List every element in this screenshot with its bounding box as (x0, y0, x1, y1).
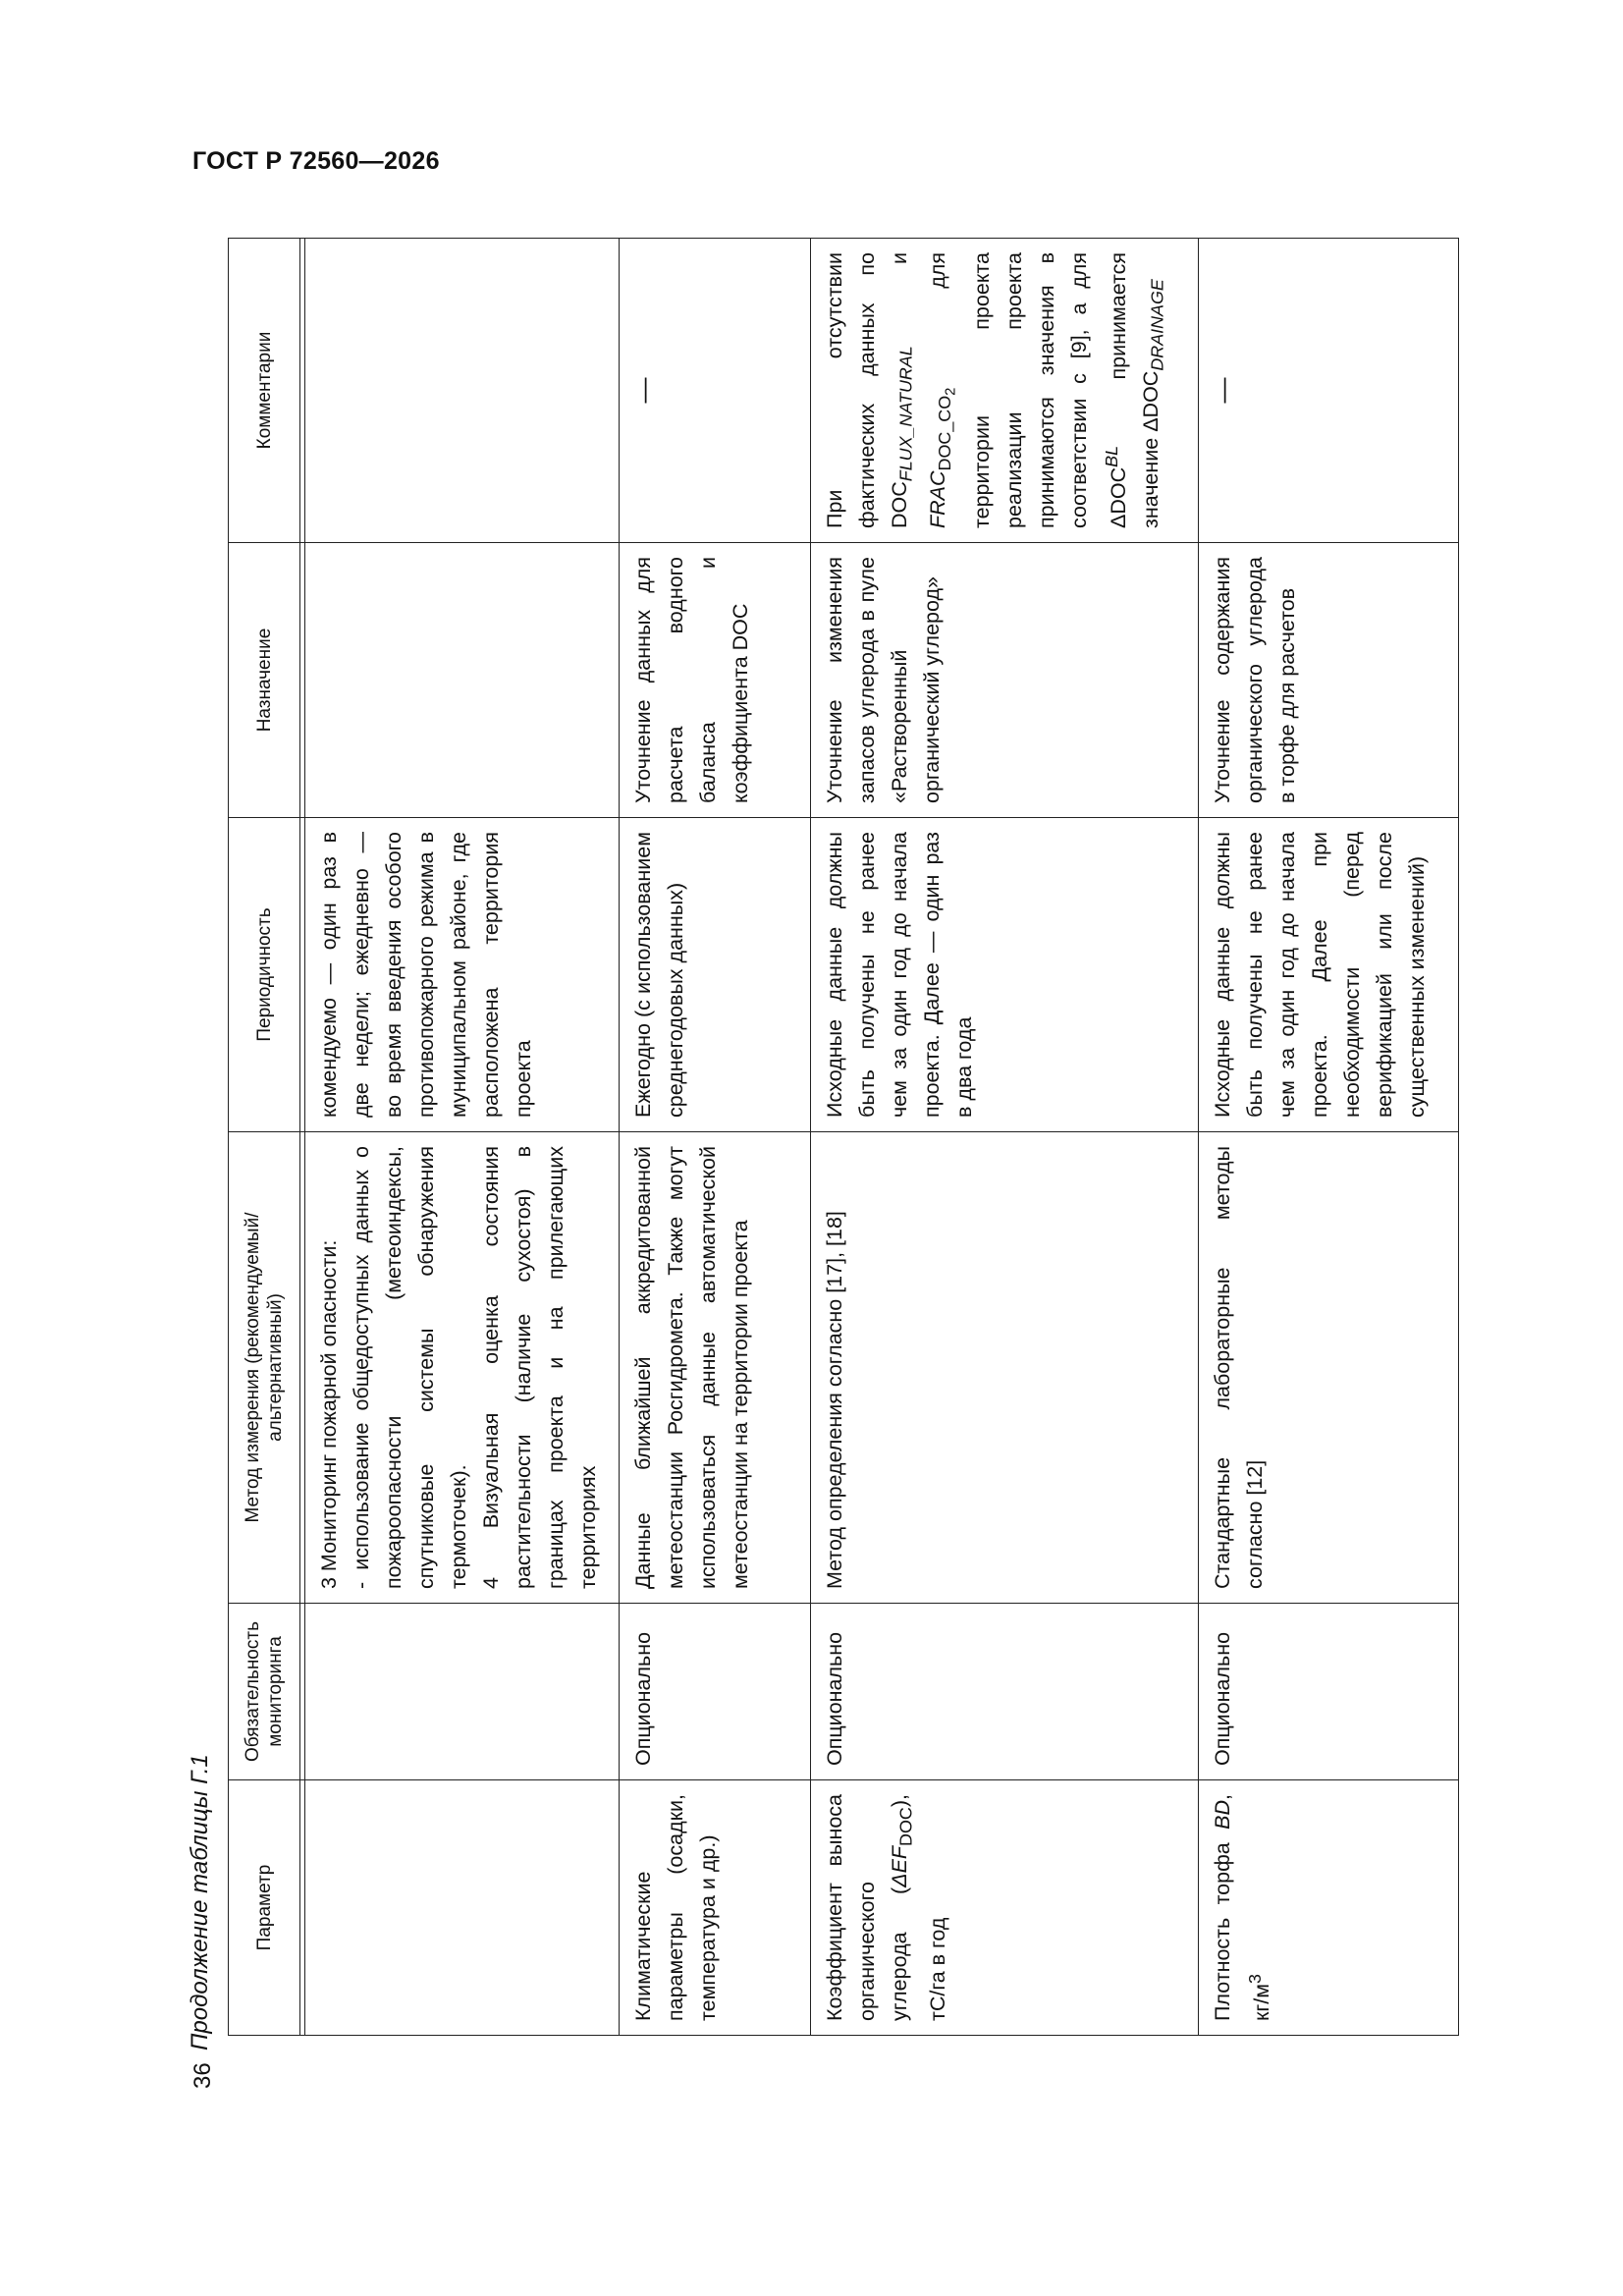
cell-monitoring: Опционально (620, 1604, 811, 1780)
cell-periodicity: Исходные данные должны быть получены не ранее чем за один год до начала проекта. Далее — один раз в два года (811, 818, 1199, 1132)
cell-comments (305, 239, 620, 543)
cell-method (305, 1132, 620, 1604)
method-line: - использование общедоступных данных о пожароопасности (метеоиндексы, спутниковые системы обнаружения термоточек). (350, 1146, 470, 1589)
dash-mark: — (628, 377, 658, 404)
comment-text: для территории проекта реализации проекта принимаются значения в соответствии с [9], а для ΔDOC (926, 252, 1131, 528)
parameter-unit: ), тС/га в год (888, 1794, 950, 2021)
parameter-symbol: BD (1211, 1799, 1234, 1830)
cell-periodicity: Исходные данные должны быть получены не ранее чем за один год до начала проекта. Далее при необходимости (перед верификацией или после существенных изменений) (1199, 818, 1459, 1132)
cell-parameter (1199, 1780, 1459, 2036)
parameter-text: Плотность торфа (1211, 1829, 1234, 2021)
table-row (1199, 239, 1459, 2036)
cell-monitoring: Опционально (811, 1604, 1199, 1780)
cell-method: Метод определения согласно [17], [18] (811, 1132, 1199, 1604)
table-row (305, 239, 620, 2036)
cell-parameter (811, 1780, 1199, 2036)
comment-text: При отсутствии фактических данных по DOC (823, 252, 911, 528)
comment-symbol: FRAC (926, 470, 950, 528)
cell-comments (620, 239, 811, 543)
cell-comments (1199, 239, 1459, 543)
table-row (811, 239, 1199, 2036)
cell-parameter (305, 1780, 620, 2036)
page-number: 36 (189, 2062, 216, 2089)
comment-subscript: DRAINAGE (1147, 279, 1167, 371)
cell-periodicity: Ежегодно (с использованием среднегодовых данных) (620, 818, 811, 1132)
parameter-subscript: DOC (895, 1807, 916, 1846)
method-line: 4 Визуальная оценка состояния растительности (наличие сухостоя) в границах проекта и на прилегающих территориях (479, 1146, 600, 1589)
monitoring-parameters-table (228, 238, 1459, 2036)
comment-superscript: BL (1102, 445, 1122, 467)
comment-subscript: FLUX_NATURAL (895, 346, 916, 482)
cell-purpose: Уточнение данных для расчета водного баланса и коэффициента DOC (620, 543, 811, 818)
comment-text: и (888, 252, 911, 347)
cell-monitoring (305, 1604, 620, 1780)
table-header-row (229, 239, 300, 2036)
comment-text: принимается значение ΔDOC (1107, 252, 1163, 528)
comment-subscript: DOC_CO2 (934, 387, 959, 471)
cell-monitoring: Опционально (1199, 1604, 1459, 1780)
standard-code-header: ГОСТ Р 72560—2026 (192, 147, 440, 175)
cell-parameter: Климатические параметры (осадки, температура и др.) (620, 1780, 811, 2036)
cell-purpose: Уточнение изменения запасов углерода в пуле «Растворенный органический углерод» (811, 543, 1199, 818)
header-comments: Комментарии (229, 239, 300, 543)
dash-mark: — (1208, 377, 1237, 404)
header-periodicity: Периодичность (229, 818, 300, 1132)
method-line: 3 Мониторинг пожарной опасности: (317, 1239, 341, 1589)
cell-method: Данные ближайшей аккредитованной метеостанции Росгидромета. Также могут использоваться данные автоматической метеостанции на территории проекта (620, 1132, 811, 1604)
cell-purpose: Уточнение содержания органического углерода в торфе для расчетов (1199, 543, 1459, 818)
parameter-symbol: ΔEF (888, 1845, 911, 1887)
cell-purpose (305, 543, 620, 818)
parameter-text: Коэффициент выноса органического углерода ( (823, 1794, 911, 2021)
header-monitoring: Обязательность мониторинга (229, 1604, 300, 1780)
cell-comments (811, 239, 1199, 543)
cell-periodicity: комендуемо — один раз в две недели; ежедневно — во время введения особого противопожарного режима в муниципальном районе, где расположена территория проекта (305, 818, 620, 1132)
cell-method: Стандартные лабораторные методы согласно [12] (1199, 1132, 1459, 1604)
header-parameter: Параметр (229, 1780, 300, 2036)
header-method: Метод измерения (рекомендуемый/ альтернативный) (229, 1132, 300, 1604)
header-purpose: Назначение (229, 543, 300, 818)
parameter-unit: , кг/м (1211, 1794, 1274, 2021)
table-row (620, 239, 811, 2036)
parameter-superscript: 3 (1245, 1974, 1265, 1984)
table-continuation-caption: Продолжение таблицы Г.1 (187, 1754, 213, 2050)
